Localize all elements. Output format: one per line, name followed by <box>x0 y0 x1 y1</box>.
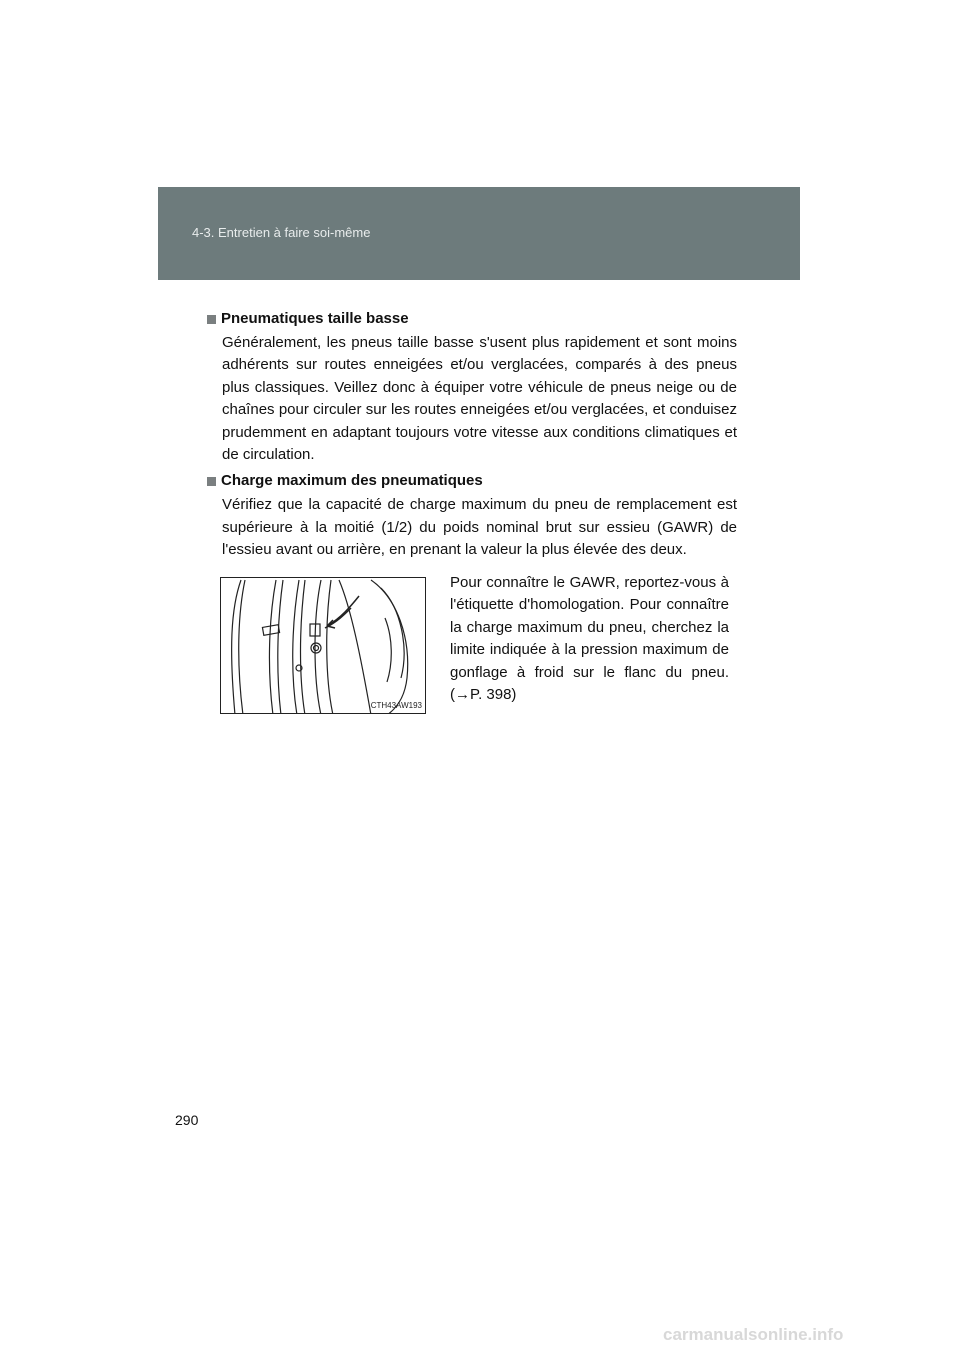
section-heading <box>207 470 737 492</box>
section-low-profile <box>207 308 737 466</box>
section-max-load <box>207 470 737 561</box>
section-heading <box>207 308 737 330</box>
watermark: carmanualsonline.info <box>663 1325 844 1344</box>
figure-caption: Pour connaître le GAWR, reportez-vous à l'étiquette d'homologation. Pour connaître la charge maximum du pneu, cherchez la limite indiquée à la pression maximum de gonflage à froid sur le flanc du pneu. (→P. 398) <box>450 574 729 704</box>
main-content <box>207 308 737 566</box>
bullet-square-icon <box>207 315 216 324</box>
section-heading-text: Charge maximum des pneumatiques <box>221 472 483 490</box>
door-pillar-drawing <box>221 578 426 714</box>
page-number: 290 <box>175 1112 199 1128</box>
section-heading-text: Pneumatiques taille basse <box>221 310 409 327</box>
figure-code: CTH43AW193 <box>370 701 422 710</box>
section-body: Vérifiez que la capacité de charge maximum du pneu de remplacement est supérieure à la moitié (1/2) du poids nominal brut sur essieu (GAWR) de l'essieu avant ou arrière, en prenant la valeur la plus élevée des deux. <box>222 496 737 559</box>
section-title: 4-3. Entretien à faire soi-même <box>192 225 371 240</box>
header-band <box>158 187 800 280</box>
bullet-square-icon <box>207 477 216 486</box>
door-pillar-illustration <box>220 577 426 714</box>
section-body: Généralement, les pneus taille basse s'usent plus rapidement et sont moins adhérents sur routes enneigées et/ou verglacées, comparés à des pneus plus classiques. Veillez donc à équiper votre véhicule de pneus neige ou de chaînes pour circuler sur les routes enneigées et/ou verglacées, et conduisez prudemment en adaptant toujours votre vitesse aux conditions climatiques et de circulation. <box>222 334 737 464</box>
